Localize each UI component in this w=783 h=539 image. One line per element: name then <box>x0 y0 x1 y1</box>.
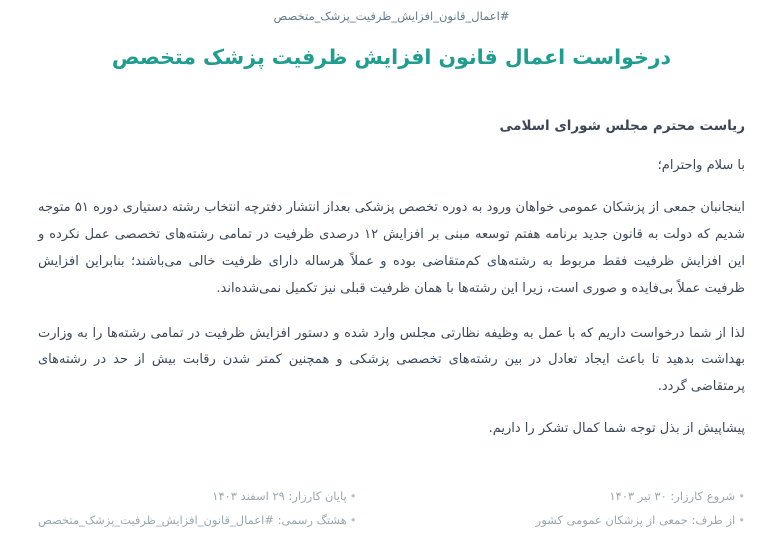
letter-body <box>38 114 745 442</box>
letter-paragraph-1: اینجانبان جمعی از پزشکان عمومی خواهان ورود به دوره تخصص پزشکی بعداز انتشار دفترچه انتخاب رشته دستیاری دوره ۵۱ متوجه شدیم که دولت به قانون جدید برنامه هفتم توسعه مبنی بر افزایش ۱۲ درصدی ظرفیت در تمامی رشته‌های تخصصی عمل نکرده و این افزایش ظرفیت فقط مربوط به رشته‌های کم‌متقاضی بوده و عملاً هرساله دارای ظرفیت خالی می‌باشند؛ بنابراین افزایش ظرفیت عملاً بی‌فایده و صوری است، زیرا این رشته‌ها با همان ظرفیت قبلی نیز تکمیل نمی‌شده‌اند. <box>38 200 745 296</box>
page-title: درخواست اعمال قانون افزایش ظرفیت پزشک متخصص <box>111 45 672 69</box>
bullet-icon: • <box>349 513 357 528</box>
bullet-icon: • <box>738 513 745 528</box>
campaign-hashtag: #اعمال_قانون_افزایش_ظرفیت_پزشک_متخصص <box>273 9 510 23</box>
campaign-start-label: شروع کارزار: ۳۰ تیر ۱۴۰۳ <box>609 488 736 503</box>
footer-column-left <box>38 489 356 529</box>
bullet-icon: • <box>738 488 745 503</box>
footer-column-right <box>536 489 745 529</box>
letter-salutation: ریاست محترم مجلس شورای اسلامی <box>499 117 745 134</box>
campaign-author-meta <box>536 513 745 529</box>
campaign-end-label: پایان کارزار: ۲۹ اسفند ۱۴۰۳ <box>212 488 347 503</box>
letter-closing: پیشاپیش از بذل توجه شما کمال تشکر را داریم. <box>488 420 745 436</box>
bullet-icon: • <box>349 488 357 503</box>
letter-paragraph-2: لذا از شما درخواست داریم که با عمل به وظیفه نظارتی مجلس وارد شده و دستور افزایش ظرفیت در تمامی رشته‌ها را به وزارت بهداشت بدهید تا باعث ایجاد تعادل در بین رشته‌های تخصصی پزشکی و همچنین کمتر شدن رقابت بیش از حد در رشته‌های پرمتقاضی گردد. <box>38 325 745 395</box>
campaign-hashtag-meta <box>38 513 356 529</box>
campaign-end-meta <box>212 489 356 505</box>
campaign-author-label: از طرف: جمعی از پزشکان عمومی کشور <box>535 513 736 528</box>
document-footer <box>38 489 745 529</box>
letter-greeting: با سلام واحترام؛ <box>657 158 745 174</box>
campaign-hashtag-label: هشتگ رسمی: #اعمال_قانون_افزایش_ظرفیت_پزشک_متخصص <box>38 513 347 528</box>
campaign-start-meta <box>609 489 745 505</box>
